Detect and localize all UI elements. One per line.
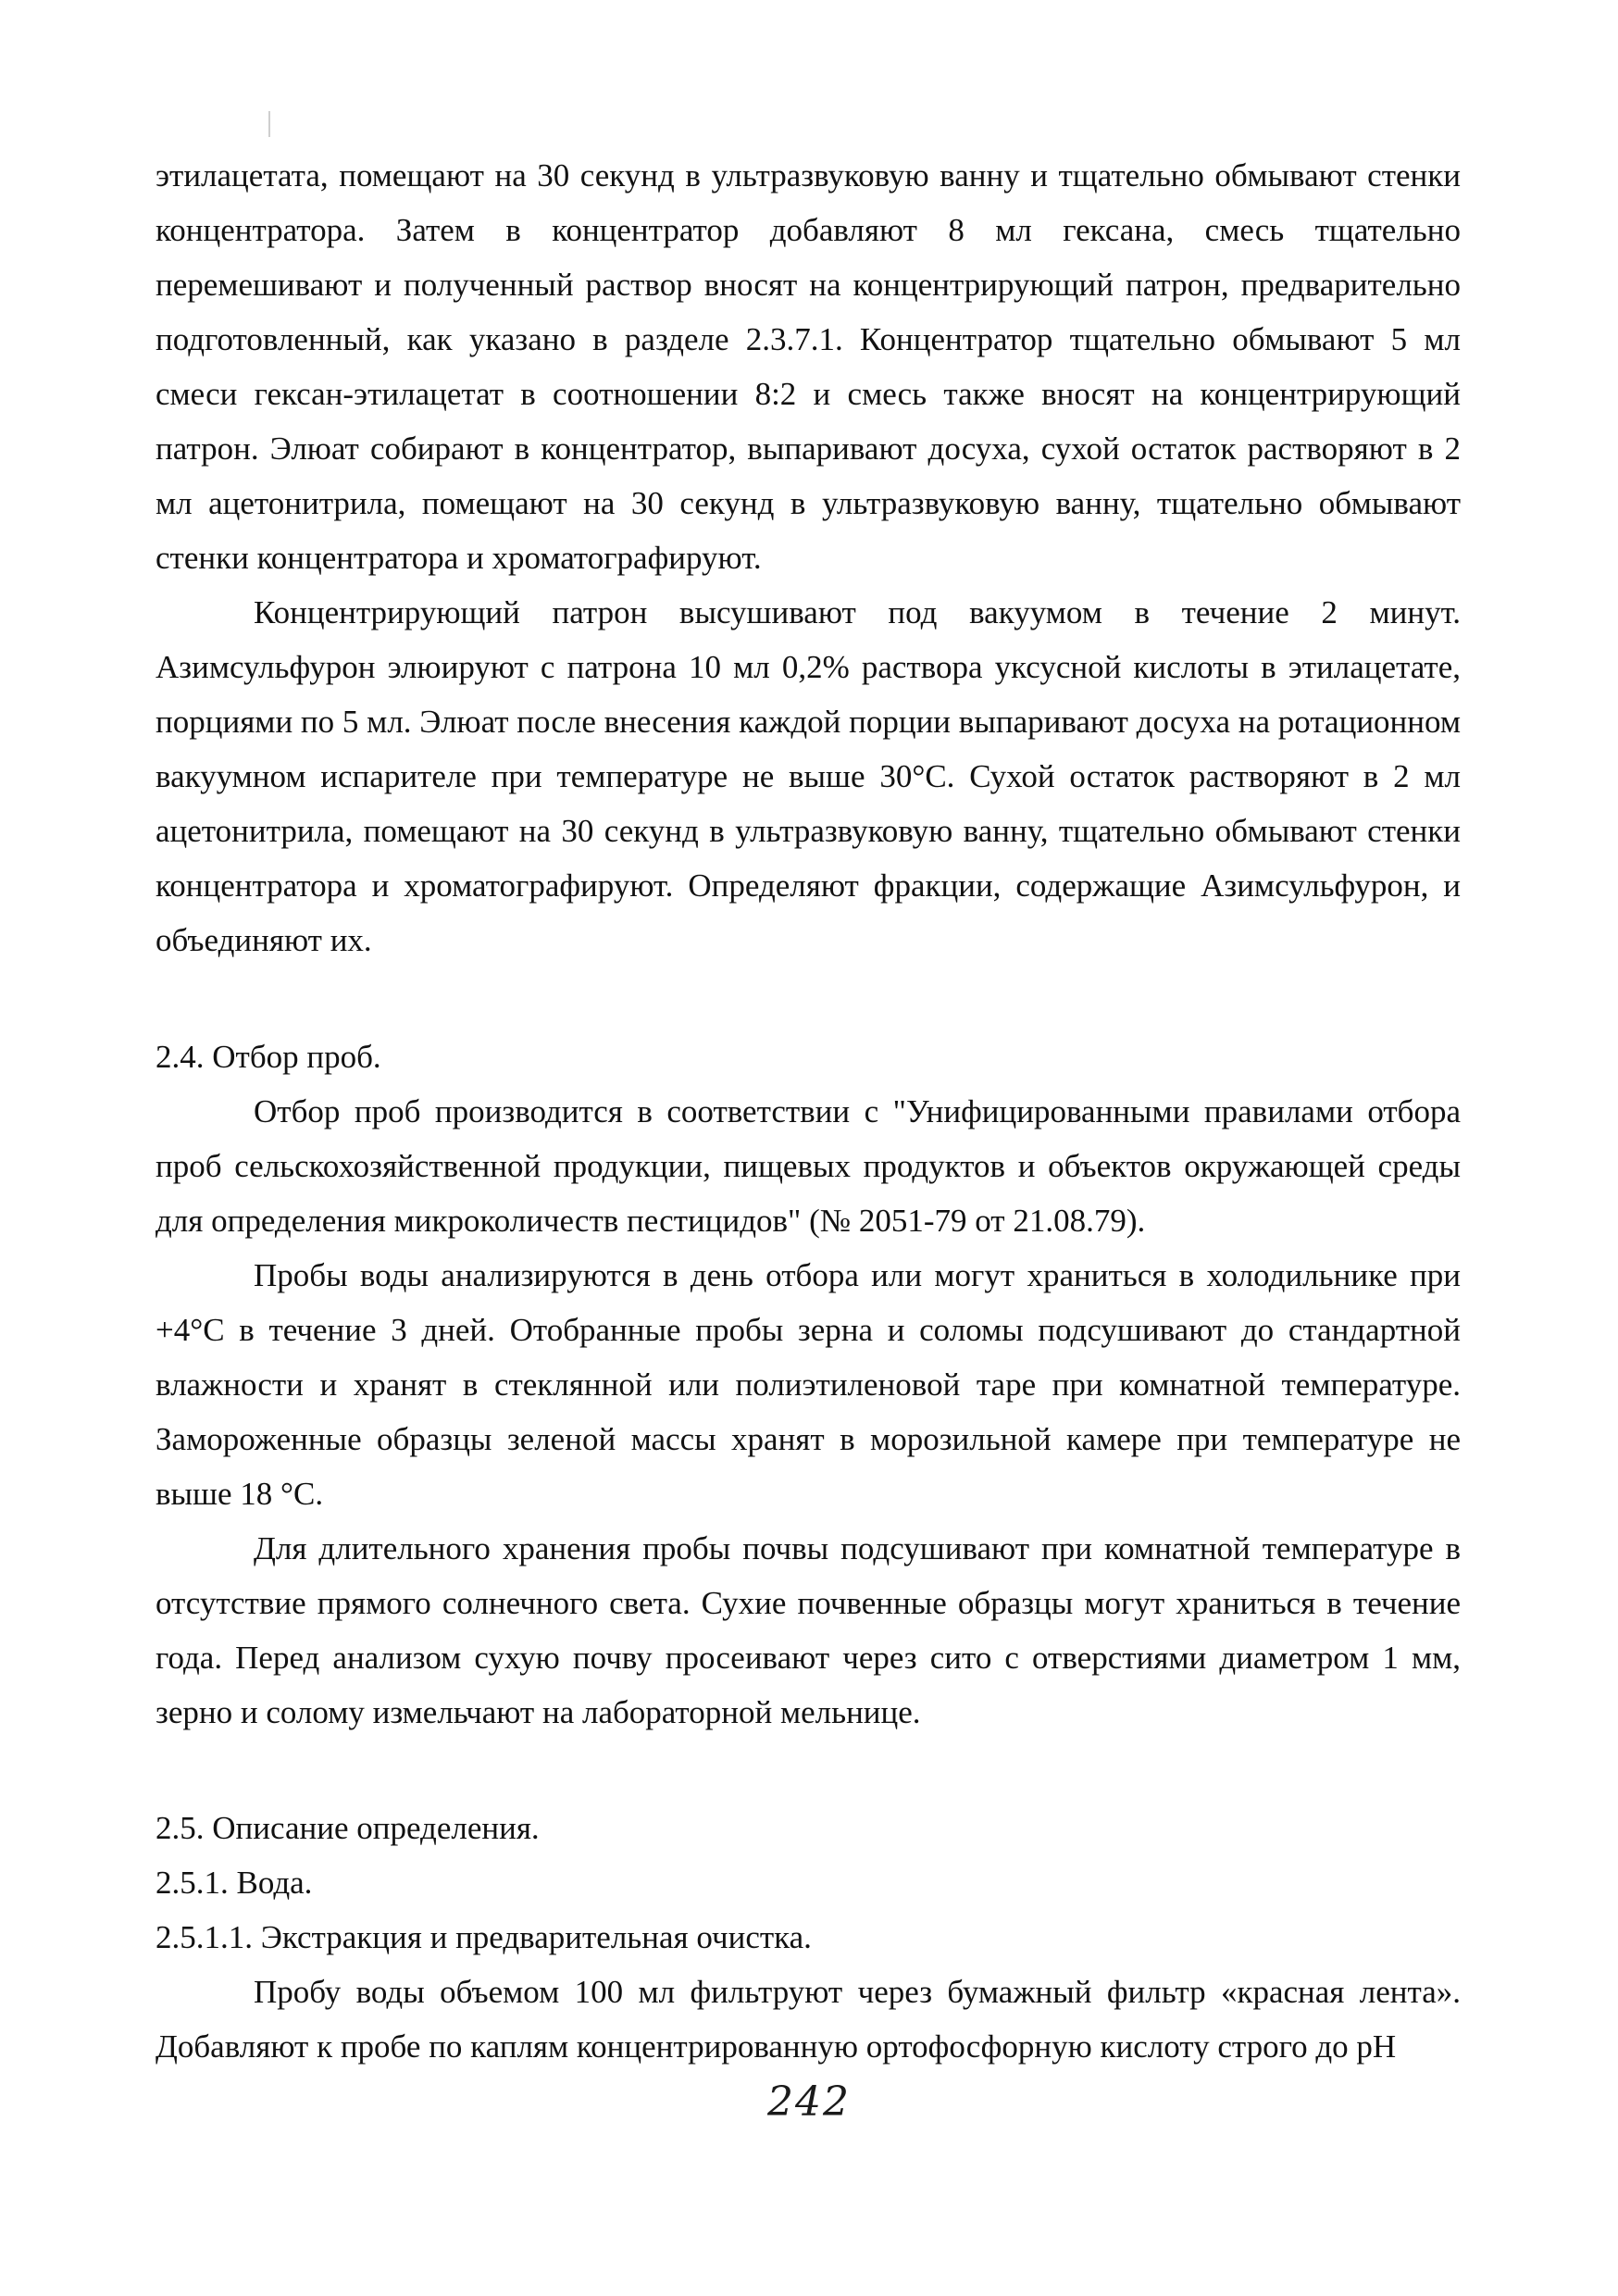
paragraph-continuation: этилацетата, помещают на 30 секунд в ультразвуковую ванну и тщательно обмывают стенки концентратора. Затем в концентратор добавляют 8 мл гексана, смесь тщательно перемешивают и полученный раствор вносят на концентрирующий патрон, предварительно подготовленный, как указано в разделе 2.3.7.1. Концентратор тщательно обмывают 5 мл смеси гексан-этилацетат в соотношении 8:2 и смесь также вносят на концентрирующий патрон. Элюат собирают в концентратор, выпаривают досуха, сухой остаток растворяют в 2 мл ацетонитрила, помещают на 30 секунд в ультразвуковую ванну, тщательно обмывают стенки концентратора и хроматографируют. xyxy=(156,157,1461,576)
scan-mark xyxy=(268,111,270,137)
paragraph-water-extraction: Пробу воды объемом 100 мл фильтруют через бумажный фильтр «красная лента». Добавляют к пробе по каплям концентрированную ортофосфорную кислоту строго до рН xyxy=(156,1974,1461,2065)
section-heading-2-4: 2.4. Отбор проб. xyxy=(156,1039,381,1075)
subsection-heading-2-5-1: 2.5.1. Вода. xyxy=(156,1865,313,1901)
paragraph-sampling-rules: Отбор проб производится в соответствии с "Унифицированными правилами отбора проб сельскохозяйственной продукции, пищевых продуктов и объектов окружающей среды для определения микроколичеств пестицидов" (№ 2051-79 от 21.08.79). xyxy=(156,1093,1461,1239)
section-2-4-body xyxy=(156,1084,1461,1740)
page-number: 242 xyxy=(767,2078,851,2126)
subsection-heading-2-5-1-1: 2.5.1.1. Экстракция и предварительная очистка. xyxy=(156,1919,812,1955)
top-text-block xyxy=(156,148,1461,967)
paragraph-elution: Концентрирующий патрон высушивают под вакуумом в течение 2 минут. Азимсульфурон элюируют с патрона 10 мл 0,2% раствора уксусной кислоты в этилацетате, порциями по 5 мл. Элюат после внесения каждой порции выпаривают досуха на ротационном вакуумном испарителе при температуре не выше 30°С. Сухой остаток растворяют в 2 мл ацетонитрила, помещают на 30 секунд в ультразвуковую ванну, тщательно обмывают стенки концентратора и хроматографируют. Определяют фракции, содержащие Азимсульфурон, и объединяют их. xyxy=(156,594,1461,958)
section-heading-2-5: 2.5. Описание определения. xyxy=(156,1810,540,1846)
section-2-5-body xyxy=(156,1965,1461,2074)
paragraph-water-samples: Пробы воды анализируются в день отбора или могут храниться в холодильнике при +4°С в течение 3 дней. Отобранные пробы зерна и соломы подсушивают до стандартной влажности и хранят в стеклянной или полиэтиленовой таре при комнатной температуре. Замороженные образцы зеленой массы хранят в морозильной камере при температуре не выше 18 °С. xyxy=(156,1257,1461,1512)
paragraph-soil-storage: Для длительного хранения пробы почвы подсушивают при комнатной температуре в отсутствие прямого солнечного света. Сухие почвенные образцы могут храниться в течение года. Перед анализом сухую почву просеивают через сито с отверстиями диаметром 1 мм, зерно и солому измельчают на лабораторной мельнице. xyxy=(156,1530,1461,1730)
